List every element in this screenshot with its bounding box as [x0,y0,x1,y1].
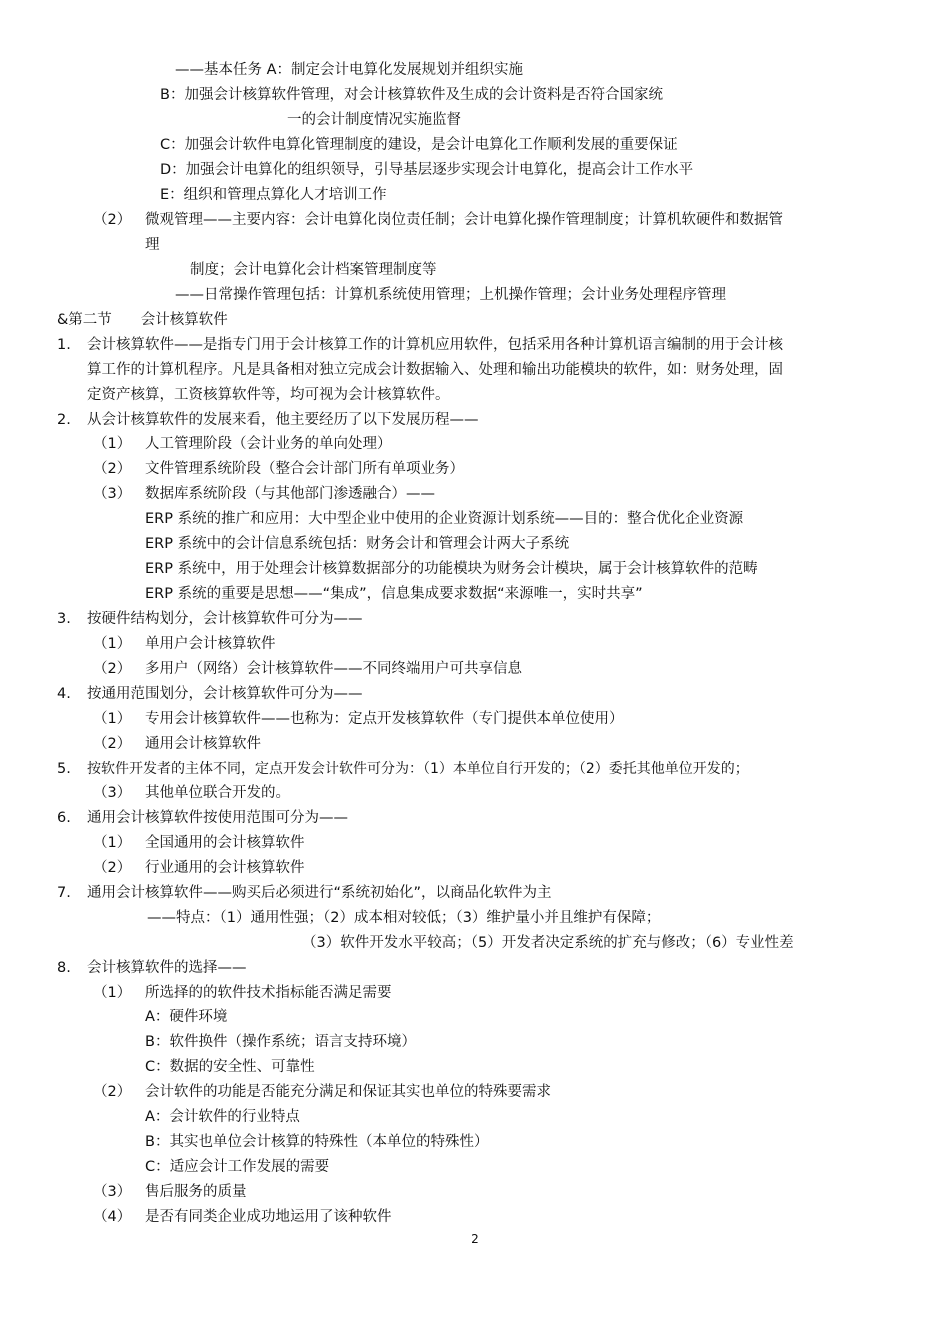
text-line: ——日常操作管理包括：计算机系统使用管理；上机操作管理；会计业务处理程序管理 [175,287,726,303]
list-number: （1） [93,636,132,652]
section-heading: &第二节 会计核算软件 [57,312,228,328]
text-line: 其他单位联合开发的。 [145,785,290,801]
list-number: 4. [57,686,71,702]
text-line: 算工作的计算机程序。凡是具备相对独立完成会计数据输入、处理和输出功能模块的软件，如：财务处理，固 [87,362,783,378]
list-number: （3） [93,785,132,801]
list-number: （1） [93,985,132,1001]
text-line: A：硬件环境 [145,1009,228,1025]
list-number: （2） [93,736,132,752]
text-line: 通用会计核算软件 [145,736,261,752]
text-line: B：加强会计核算软件管理，对会计核算软件及生成的会计资料是否符合国家统 [160,87,663,103]
list-number: 3. [57,611,71,627]
text-line: 按硬件结构划分，会计核算软件可分为—— [87,611,363,627]
text-line: 会计核算软件的选择—— [87,960,247,976]
list-number: 7. [57,885,71,901]
text-line: ERP 系统的重要是思想——“集成”，信息集成要求数据“来源唯一，实时共享” [145,586,643,602]
list-number: （3） [93,486,132,502]
text-line: 通用会计核算软件——购买后必须进行“系统初始化”，以商品化软件为主 [87,885,552,901]
text-line: ERP 系统的推广和应用：大中型企业中使用的企业资源计划系统——目的：整合优化企业资源 [145,511,744,527]
text-line: ERP 系统中，用于处理会计核算数据部分的功能模块为财务会计模块，属于会计核算软件的范畴 [145,561,758,577]
text-line: 是否有同类企业成功地运用了该种软件 [145,1209,392,1225]
text-line: 文件管理系统阶段（整合会计部门所有单项业务） [145,461,464,477]
text-line: 人工管理阶段（会计业务的单向处理） [145,436,392,452]
list-number: 8. [57,960,71,976]
text-line: ——基本任务 A：制定会计电算化发展规划并组织实施 [175,62,524,78]
text-line: 多用户（网络）会计核算软件——不同终端用户可共享信息 [145,661,522,677]
text-line: 理 [145,237,160,253]
text-line: A：会计软件的行业特点 [145,1109,300,1125]
text-line: 会计核算软件——是指专门用于会计核算工作的计算机应用软件，包括采用各种计算机语言编制的用于会计核 [87,337,783,353]
text-line: C：数据的安全性、可靠性 [145,1059,315,1075]
text-line: 按通用范围划分，会计核算软件可分为—— [87,686,363,702]
text-line: 制度；会计电算化会计档案管理制度等 [190,262,437,278]
list-number: （2） [93,212,132,228]
text-line: E：组织和管理点算化人才培训工作 [160,187,387,203]
text-line: 行业通用的会计核算软件 [145,860,305,876]
list-number: 5. [57,761,71,777]
list-number: 6. [57,810,71,826]
text-line: D：加强会计电算化的组织领导，引导基层逐步实现会计电算化，提高会计工作水平 [160,162,694,178]
text-line: 售后服务的质量 [145,1184,247,1200]
text-line: 会计软件的功能是否能充分满足和保证其实也单位的特殊要需求 [145,1084,551,1100]
text-line: B：其实也单位会计核算的特殊性（本单位的特殊性） [145,1134,489,1150]
text-line: 所选择的的软件技术指标能否满足需要 [145,985,392,1001]
text-line: 全国通用的会计核算软件 [145,835,305,851]
text-line: 一的会计制度情况实施监督 [287,112,461,128]
text-line: 按软件开发者的主体不同，定点开发会计软件可分为：（1）本单位自行开发的；（2）委托其他单位开发的； [87,761,749,777]
text-line: 单用户会计核算软件 [145,636,276,652]
text-line: 通用会计核算软件按使用范围可分为—— [87,810,348,826]
text-line: 专用会计核算软件——也称为：定点开发核算软件（专门提供本单位使用） [145,711,624,727]
text-line: C：加强会计软件电算化管理制度的建设，是会计电算化工作顺利发展的重要保证 [160,137,678,153]
list-number: （1） [93,835,132,851]
list-number: （4） [93,1209,132,1225]
list-number: （2） [93,1084,132,1100]
list-number: （2） [93,860,132,876]
list-number: （3） [93,1184,132,1200]
text-line: 微观管理——主要内容：会计电算化岗位责任制；会计电算化操作管理制度；计算机软硬件和数据管 [145,212,783,228]
list-number: （1） [93,436,132,452]
text-line: 数据库系统阶段（与其他部门渗透融合）—— [145,486,435,502]
list-number: （1） [93,711,132,727]
text-line: ——特点：（1）通用性强；（2）成本相对较低；（3）维护量小并且维护有保障； [147,910,661,926]
text-line: 从会计核算软件的发展来看，他主要经历了以下发展历程—— [87,412,479,428]
list-number: 2. [57,412,71,428]
page-number: 2 [471,1232,479,1246]
text-line: （3）软件开发水平较高；（5）开发者决定系统的扩充与修改；（6）专业性差 [302,935,794,951]
text-line: C：适应会计工作发展的需要 [145,1159,330,1175]
text-line: ERP 系统中的会计信息系统包括：财务会计和管理会计两大子系统 [145,536,570,552]
text-line: 定资产核算，工资核算软件等，均可视为会计核算软件。 [87,387,450,403]
list-number: （2） [93,461,132,477]
list-number: 1. [57,337,71,353]
list-number: （2） [93,661,132,677]
text-line: B：软件换件（操作系统；语言支持环境） [145,1034,416,1050]
